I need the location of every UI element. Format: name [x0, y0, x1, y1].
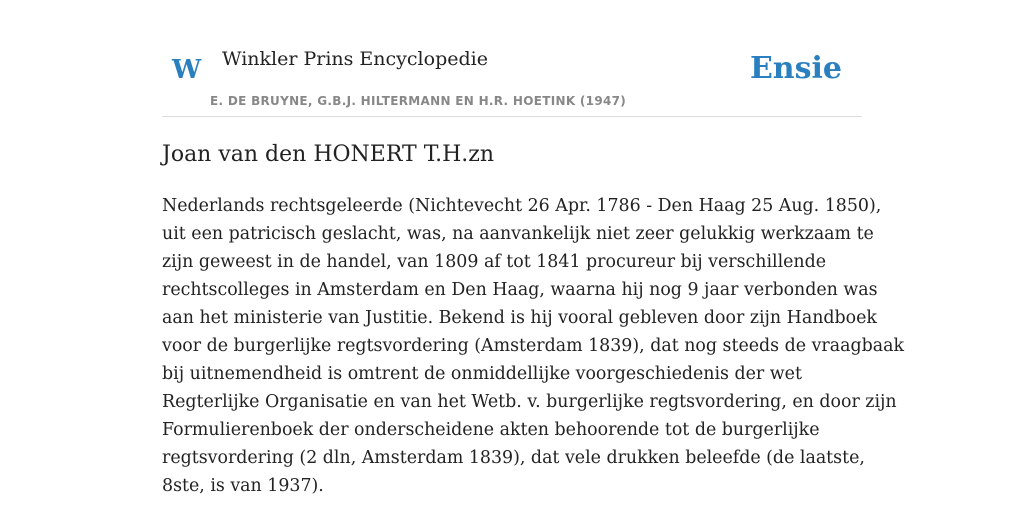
entry-title: Joan van den HONERT T.H.zn	[162, 142, 495, 167]
entry-body-line: Regterlijke Organisatie en van het Wetb. v. burgerlijke regtsvordering, en door zijn	[162, 392, 897, 412]
entry-body	[162, 192, 904, 500]
entry-body-line: voor de burgerlijke regtsvordering (Amsterdam 1839), dat nog steeds de vraagbaak	[162, 336, 904, 356]
entry-body-line: uit een patricisch geslacht, was, na aanvankelijk niet zeer gelukkig werkzaam te	[162, 224, 874, 244]
entry-body-line: rechtscolleges in Amsterdam en Den Haag, waarna hij nog 9 jaar verbonden was	[162, 280, 878, 300]
entry-body-line: bij uitnemendheid is omtrent de onmiddellijke voorgeschiedenis der wet	[162, 364, 802, 384]
entry-body-line: Nederlands rechtsgeleerde (Nichtevecht 26 Apr. 1786 - Den Haag 25 Aug. 1850),	[162, 196, 882, 216]
source-title[interactable]: Winkler Prins Encyclopedie	[222, 48, 488, 70]
ensie-logo[interactable]: Ensie	[749, 51, 842, 86]
entry-body-line: aan het ministerie van Justitie. Bekend is hij vooral gebleven door zijn Handboek	[162, 308, 877, 328]
entry-body-line: Formulierenboek der onderscheidene akten behoorende tot de burgerlijke	[162, 420, 820, 440]
entry-body-line: regtsvordering (2 dln, Amsterdam 1839), dat vele drukken beleefde (de laatste,	[162, 448, 865, 468]
winkler-prins-logo[interactable]: W	[172, 55, 202, 85]
entry-body-line: zijn geweest in de handel, van 1809 af tot 1841 procureur bij verschillende	[162, 252, 827, 272]
entry-body-line: 8ste, is van 1937).	[162, 476, 324, 496]
source-authors: E. DE BRUYNE, G.B.J. HILTERMANN EN H.R. HOETINK (1947)	[210, 94, 627, 108]
source-header	[162, 0, 862, 117]
